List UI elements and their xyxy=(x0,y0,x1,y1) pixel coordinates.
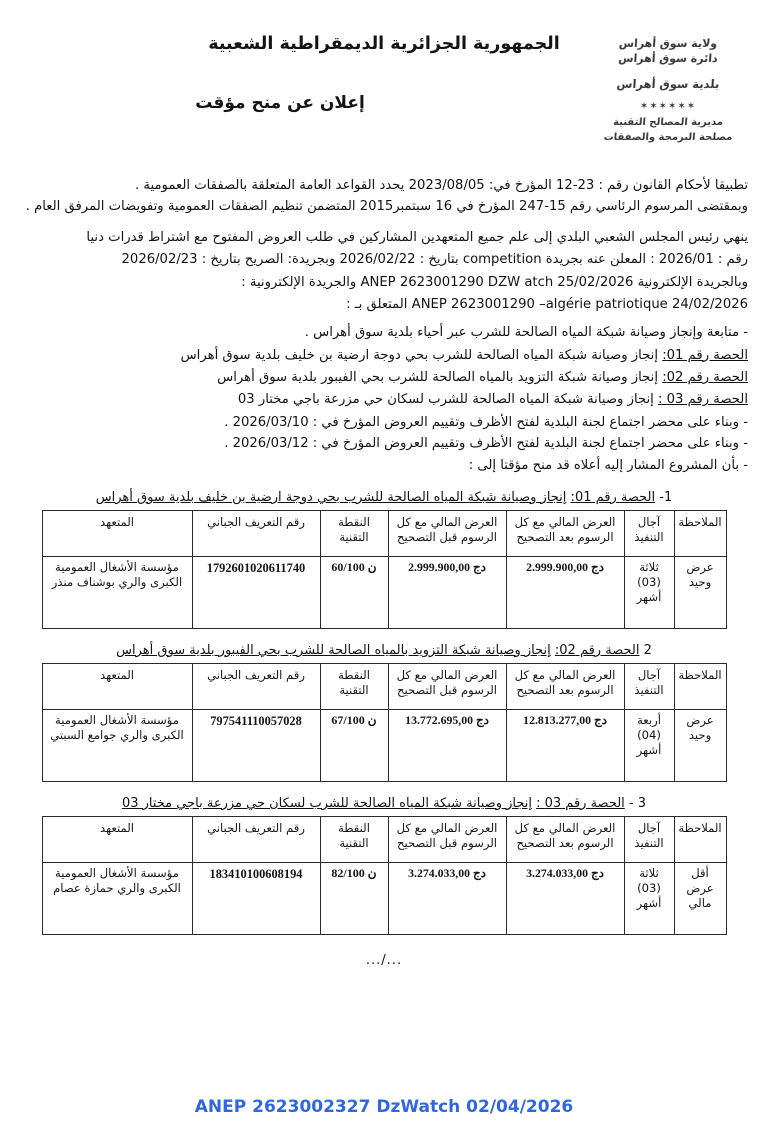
offer-after-value: 12.813.277,00 دج xyxy=(523,712,607,727)
section-02-lot-label: الحصة رقم 02: xyxy=(554,642,640,658)
cell-offer-before xyxy=(388,862,506,934)
section-03-heading-text: إنجاز وصيانة شبكة المياه الصالحة للشرب لسكان حي مزرعة باجي مختار 03 xyxy=(121,795,532,811)
letterhead-service: مصلحة البرمجة والصفقات xyxy=(603,131,733,143)
table-row xyxy=(42,862,726,934)
header-tax-id: رقم التعريف الجباني xyxy=(192,663,320,709)
header-offer-after: العرض المالي مع كل الرسوم بعد التصحيح xyxy=(506,510,624,556)
intro-line-participants: ينهي رئيس المجلس الشعبي البلدي إلى علم جميع المتعهدين المشاركين في طلب العروض المفتوح مع اشتراط قدرات دنيا xyxy=(86,229,748,245)
section-02-heading-text: إنجاز وصيانة شبكة التزويد بالمياه الصالحة للشرب بحي الفيبور بلدية سوق أهراس xyxy=(116,642,551,658)
header-technical-score: النقطة التقنية xyxy=(320,816,388,862)
header-note: الملاحظة xyxy=(674,816,726,862)
section-02-prefix: 2 xyxy=(643,642,652,658)
header-bidder: المتعهد xyxy=(42,663,192,709)
award-table-lot-03 xyxy=(42,816,727,935)
offer-after-value: 3.274.033,00 دج xyxy=(526,865,604,880)
header-tax-id: رقم التعريف الجباني xyxy=(192,816,320,862)
header-deadline: آجال التنفيذ xyxy=(624,510,674,556)
offer-before-value: 3.274.033,00 دج xyxy=(408,865,486,880)
cell-bidder: مؤسسة الأشغال العمومية الكبرى والري بوشناف منذر xyxy=(42,556,192,628)
cell-technical-score xyxy=(320,709,388,781)
lot-02-label: الحصة رقم 02: xyxy=(662,370,748,385)
legal-references xyxy=(22,175,748,218)
project-scope xyxy=(22,322,748,411)
header-offer-after: العرض المالي مع كل الرسوم بعد التصحيح xyxy=(506,816,624,862)
cell-tax-id xyxy=(192,862,320,934)
offer-after-value: 2.999.900,00 دج xyxy=(526,559,604,574)
scope-main-description: - متابعة وإنجاز وصيانة شبكة المياه الصالحة للشرب عبر أحياء بلدية سوق أهراس . xyxy=(304,325,748,341)
lot-01-text: إنجاز وصيانة شبكة المياه الصالحة للشرب بحي دوجة ارضية بن خليف بلدية سوق أهراس xyxy=(180,347,659,363)
header-bidder: المتعهد xyxy=(42,816,192,862)
header-offer-before: العرض المالي مع كل الرسوم قبل التصحيح xyxy=(388,510,506,556)
table-header-row xyxy=(42,510,726,556)
section-03-prefix: 3 - xyxy=(628,795,647,811)
document-body xyxy=(0,175,768,476)
cell-deadline: ثلاثة (03) أشهر xyxy=(624,862,674,934)
header-note: الملاحظة xyxy=(674,510,726,556)
header-technical-score: النقطة التقنية xyxy=(320,663,388,709)
cell-offer-after xyxy=(506,862,624,934)
intro-line-tender-number: رقم : 2026/01 : المعلن عنه بجريدة competition بتاريخ : 2026/02/22 وبجريدة: الصريح بتاريخ : 2026/02/23 xyxy=(121,252,748,268)
header-deadline: آجال التنفيذ xyxy=(624,816,674,862)
cell-note: أقل عرض مالي xyxy=(674,862,726,934)
cell-offer-after xyxy=(506,556,624,628)
intro-line-anep-algerie-patriotique: ANEP 2623001290 –algérie patriotique 24/02/2026 المتعلق بـ : xyxy=(346,296,748,312)
award-intro-line: - بأن المشروع المشار إليه أعلاه قد منح مؤقتا إلى : xyxy=(468,457,748,473)
award-table-lot-02 xyxy=(42,663,727,782)
technical-score-value: 82/100 ن xyxy=(331,865,377,880)
document-subtitle: إعلان عن منح مؤقت xyxy=(195,93,365,113)
lot-02-text: إنجاز وصيانة شبكة التزويد بالمياه الصالحة للشرب بحي الفيبور بلدية سوق أهراس xyxy=(217,370,659,385)
technical-score-value: 67/100 ن xyxy=(331,712,377,727)
lot-03-label: الحصة رقم 03 : xyxy=(658,392,748,408)
cell-offer-before xyxy=(388,709,506,781)
document-header xyxy=(0,0,768,175)
section-heading-lot-03 xyxy=(0,796,768,811)
cell-bidder: مؤسسة الأشغال العمومية الكبرى والري جوامع السبتي xyxy=(42,709,192,781)
header-offer-before: العرض المالي مع كل الرسوم قبل التصحيح xyxy=(388,663,506,709)
continuation-marker: .../... xyxy=(365,952,403,968)
cell-deadline: ثلاثة (03) أشهر xyxy=(624,556,674,628)
table-row xyxy=(42,556,726,628)
stars-divider-icon: ✶✶✶✶✶✶ xyxy=(639,100,697,112)
cell-deadline: أربعة (04) أشهر xyxy=(624,709,674,781)
offer-before-value: 13.772.695,00 دج xyxy=(405,712,489,727)
header-note: الملاحظة xyxy=(674,663,726,709)
section-heading-lot-02 xyxy=(0,643,768,658)
table-header-row xyxy=(42,816,726,862)
cell-tax-id xyxy=(192,709,320,781)
commission-minutes xyxy=(22,412,748,455)
cell-offer-after xyxy=(506,709,624,781)
tender-announcement-intro xyxy=(22,227,748,316)
official-letterhead-stamp xyxy=(578,36,758,145)
lot-01-label: الحصة رقم 01: xyxy=(662,347,748,363)
section-03-lot-label: الحصة رقم 03 : xyxy=(536,795,625,811)
minutes-line-2: - وبناء على محضر اجتماع لجنة البلدية لفتح الأظرف وتقييم العروض المؤرخ في : 2026/03/12 . xyxy=(224,436,748,452)
table-header-row xyxy=(42,663,726,709)
award-table-lot-01 xyxy=(42,510,727,629)
header-offer-after: العرض المالي مع كل الرسوم بعد التصحيح xyxy=(506,663,624,709)
tax-id-value: 797541110057028 xyxy=(210,713,302,728)
table-row xyxy=(42,709,726,781)
header-deadline: آجال التنفيذ xyxy=(624,663,674,709)
lot-line-01 xyxy=(22,345,748,366)
letterhead-commune: بلدية سوق أهراس xyxy=(616,76,720,91)
lot-03-text: إنجاز وصيانة شبكة المياه الصالحة للشرب لسكان حي مزرعة باجي مختار 03 xyxy=(237,392,654,408)
section-heading-lot-01 xyxy=(0,490,768,505)
section-01-lot-label: الحصة رقم 01: xyxy=(570,489,656,505)
intro-line-anep-dzwatch: وبالجريدة الإلكترونية ANEP 2623001290 DZW atch 25/02/2026 والجريدة الإلكترونية : xyxy=(241,274,748,290)
cell-technical-score xyxy=(320,556,388,628)
cell-offer-before xyxy=(388,556,506,628)
header-offer-before: العرض المالي مع كل الرسوم قبل التصحيح xyxy=(388,816,506,862)
header-tax-id: رقم التعريف الجباني xyxy=(192,510,320,556)
letterhead-wilaya: ولاية سوق أهراس xyxy=(618,37,718,50)
tax-id-value: 1792601020611740 xyxy=(206,560,306,575)
cell-note: عرض وحيد xyxy=(674,556,726,628)
cell-technical-score xyxy=(320,862,388,934)
section-01-prefix: 1- xyxy=(659,489,673,505)
header-technical-score: النقطة التقنية xyxy=(320,510,388,556)
technical-score-value: 60/100 ن xyxy=(331,559,377,574)
lot-line-02 xyxy=(22,367,748,388)
offer-before-value: 2.999.900,00 دج xyxy=(408,559,486,574)
section-01-heading-text: إنجاز وصيانة شبكة المياه الصالحة للشرب بحي دوجة ارضية بن خليف بلدية سوق أهراس xyxy=(95,489,567,505)
letterhead-directorate: مديرية المصالح التقنية xyxy=(612,117,724,129)
cell-bidder: مؤسسة الأشغال العمومية الكبرى والري حمازة عصام xyxy=(42,862,192,934)
footer-anep-reference: ANEP 2623002327 DzWatch 02/04/2026 xyxy=(194,1097,574,1117)
cell-note: عرض وحيد xyxy=(674,709,726,781)
header-bidder: المتعهد xyxy=(42,510,192,556)
legal-reference-law: تطبيقا لأحكام القانون رقم : 23-12 المؤرخ في: 2023/08/05 يحدد القواعد العامة المتعلقة بالصفقات العمومية . xyxy=(135,178,748,193)
minutes-line-1: - وبناء على محضر اجتماع لجنة البلدية لفتح الأظرف وتقييم العروض المؤرخ في : 2026/03/10 . xyxy=(224,414,748,430)
cell-tax-id xyxy=(192,556,320,628)
letterhead-daira: دائرة سوق أهراس xyxy=(617,51,719,65)
tax-id-value: 183410100608194 xyxy=(209,866,303,881)
lot-line-03 xyxy=(22,389,748,410)
legal-reference-decree: وبمقتضى المرسوم الرئاسي رقم 15-247 المؤرخ في 16 سبتمبر2015 المتضمن تنظيم الصفقات العمومية وتفويضات المرفق العام . xyxy=(25,199,748,215)
page-title: الجمهورية الجزائرية الديمقراطية الشعبية xyxy=(208,34,560,54)
